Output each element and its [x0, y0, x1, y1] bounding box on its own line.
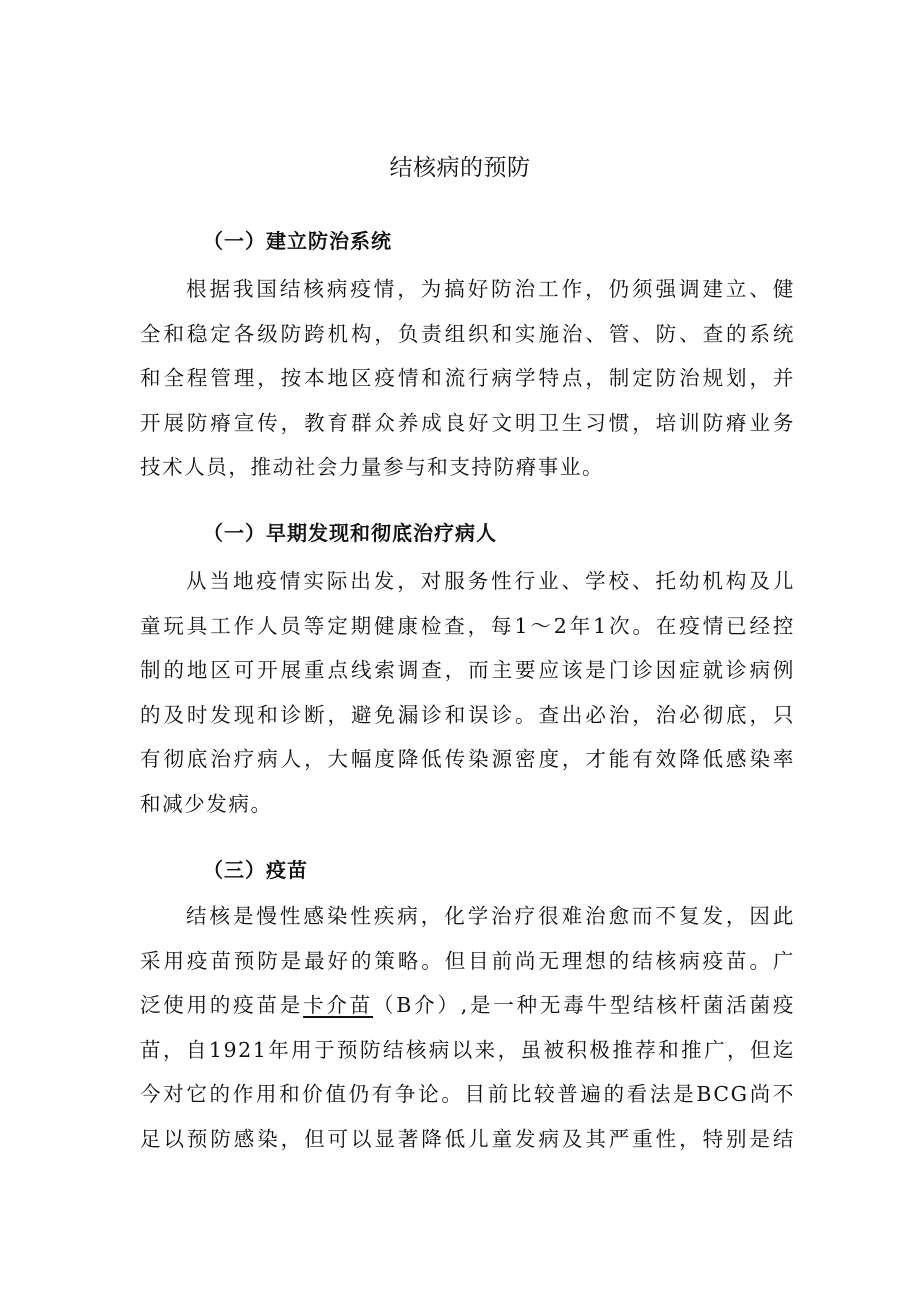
section-heading-2: （一）早期发现和彻底治疗病人	[203, 521, 497, 545]
paragraph-line: 制的地区可开展重点线索调查，而主要应该是门诊因症就诊病例	[140, 658, 795, 683]
paragraph-line: 和减少发病。	[140, 791, 273, 816]
paragraph-line: 开展防瘠宣传，教育群众养成良好文明卫生习惯，培训防瘠业务	[140, 410, 795, 435]
paragraph-line: 童玩具工作人员等定期健康检查，每1～2年1次。在疫情已经控	[140, 613, 795, 638]
paragraph-line: 全和稳定各级防跨机构，负责组织和实施治、管、防、查的系统	[140, 321, 795, 346]
paragraph-line: 有彻底治疗病人，大幅度降低传染源密度，才能有效降低感染率	[140, 747, 795, 772]
paragraph-line: 根据我国结核病疫情，为搞好防治工作，仍须强调建立、健	[186, 277, 795, 301]
paragraph-line: 和全程管理，按本地区疫情和流行病学特点，制定防治规划，并	[140, 366, 795, 391]
text-after-link: （B介）,是一种无毒牛型结核杆菌活菌疫	[372, 993, 795, 1018]
document-title: 结核病的预防	[389, 155, 531, 181]
section-heading-3: （三）疫苗	[203, 858, 308, 882]
text-before-link: 泛使用的疫苗是	[140, 993, 304, 1018]
paragraph-line: 今对它的作用和价值仍有争论。目前比较普遍的看法是BCG尚不	[140, 1082, 795, 1107]
section-paragraph-3	[140, 894, 795, 1162]
bcg-link[interactable]: 卡介苗	[303, 993, 373, 1018]
section-paragraph-1	[140, 267, 795, 490]
section-heading-1: （一）建立防治系统	[203, 229, 392, 253]
paragraph-line: 从当地疫情实际出发，对服务性行业、学校、托幼机构及儿	[186, 569, 795, 593]
paragraph-line: 的及时发现和诊断，避免漏诊和误诊。查出必治，治必彻底，只	[140, 702, 795, 727]
section-paragraph-2	[140, 559, 795, 827]
paragraph-line: 结核是慢性感染性疾病，化学治疗很难治愈而不复发，因此	[186, 904, 795, 928]
paragraph-line: 苗，自1921年用于预防结核病以来，虽被积极推荐和推广，但迄	[140, 1037, 795, 1062]
paragraph-line	[140, 983, 795, 1028]
paragraph-line: 技术人员，推动社会力量参与和支持防瘠事业。	[140, 455, 605, 480]
paragraph-line: 采用疫苗预防是最好的策略。但目前尚无理想的结核病疫苗。广	[140, 948, 795, 973]
paragraph-line: 足以预防感染，但可以显著降低儿童发病及其严重性，特别是结	[140, 1126, 795, 1151]
